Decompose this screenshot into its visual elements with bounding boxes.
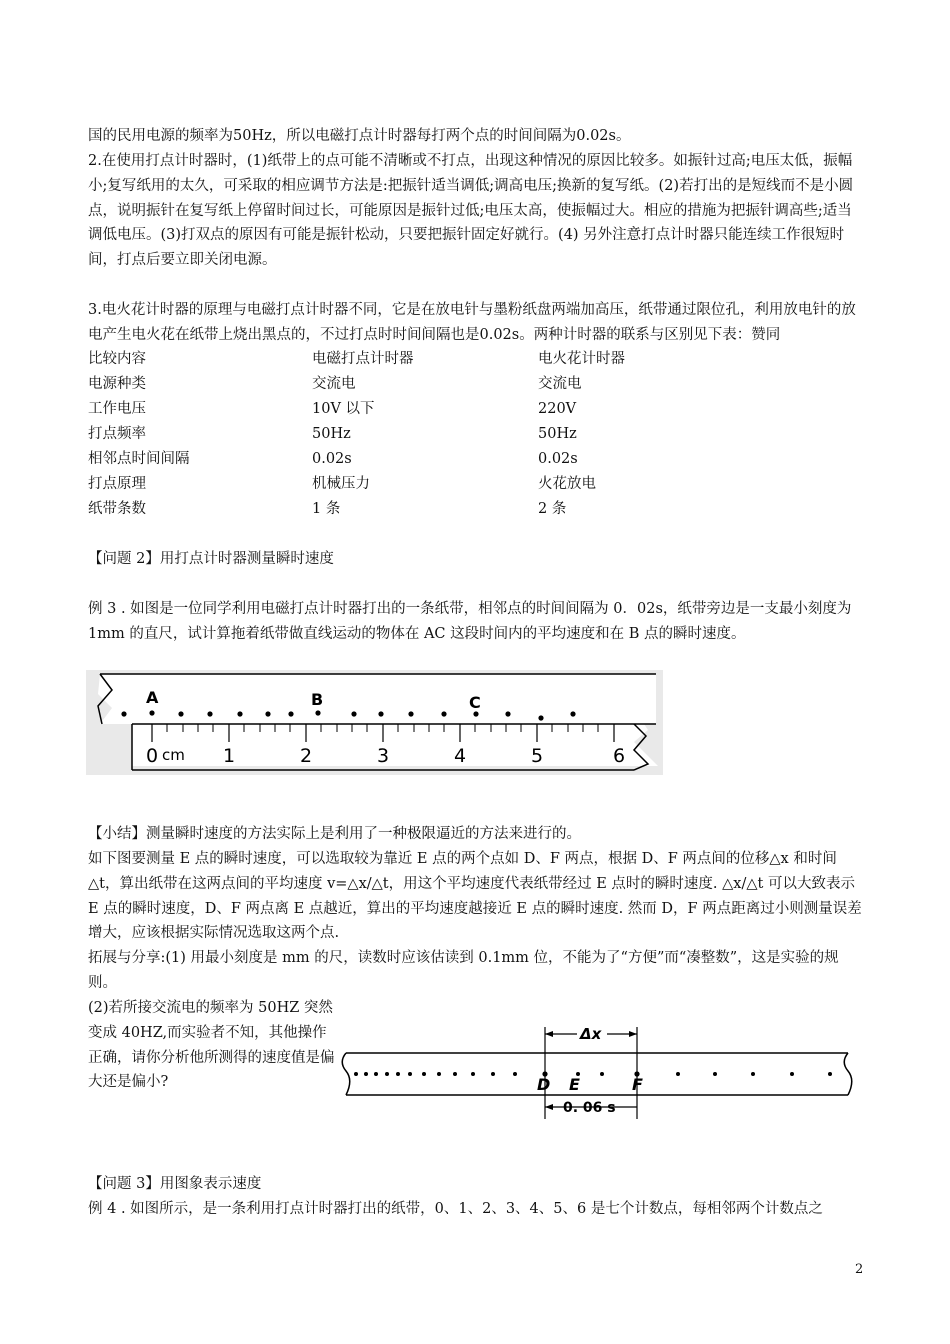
paragraph-instant-velocity: 如下图要测量 E 点的瞬时速度，可以选取较为靠近 E 点的两个点如 D、F 两点，根据 D、F 两点间的位移△x 和时间△t，算出纸带在这两点间的平均速度 v=△x/△t，用这个平均速度代表纸带经过 E 点时的瞬时速度. △x/△t 可以大致表示 E 点的瞬时速度，D、F 两点离 E 点越近，算出的平均速度越接近 E 点的瞬时速度. 然而 D，F 两点距离过小则测量误差增大，应该根据实际情况选取这两个点. <box>88 851 862 942</box>
ruler-tick-label: 5 <box>531 745 544 767</box>
table-cell: 火花放电 <box>538 476 596 492</box>
paragraph-frequency: 国的民用电源的频率为50Hz，所以电磁打点计时器每打两个点的时间间隔为0.02s。 <box>88 128 631 144</box>
table-cell: 电磁打点计时器 <box>312 351 414 367</box>
paragraph-extension: 拓展与分享:(1) 用最小刻度是 mm 的尺，读数时应该估读到 0.1mm 位，不能为了“方便”而“凑整数”，这是实验的规则。 <box>88 950 839 991</box>
paragraph-spark-timer: 3.电火花计时器的原理与电磁打点计时器不同，它是在放电针与墨粉纸盘两端加高压，纸带通过限位孔，利用放电针的放电产生电火花在纸带上烧出黑点的，不过打点时时间间隔也是0.02s。两种计时器的联系与区别见下表：赞同 <box>88 302 856 343</box>
table-cell: 打点原理 <box>88 476 146 492</box>
table-cell: 10V 以下 <box>312 401 375 417</box>
question-2-heading: 【问题 2】用打点计时器测量瞬时速度 <box>88 551 334 567</box>
table-cell: 220V <box>538 401 577 417</box>
table-cell: 打点频率 <box>88 426 146 442</box>
table-row <box>88 472 848 497</box>
table-cell: 0.02s <box>312 451 352 467</box>
ruler-tick-label: 3 <box>377 745 390 767</box>
table-cell: 50Hz <box>312 426 351 442</box>
table-cell: 纸带条数 <box>88 501 146 517</box>
point-label-e: E <box>569 1075 580 1094</box>
table-row <box>88 372 848 397</box>
ruler-tick-label: 6 <box>613 745 626 767</box>
table-row <box>88 397 848 422</box>
ruler-tick-label: 0 <box>146 745 159 767</box>
ruler-tick-label: 1 <box>223 745 236 767</box>
table-row <box>88 347 848 372</box>
paragraph-frequency-question: (2)若所接交流电的频率为 50HZ 突然变成 40HZ,而实验者不知，其他操作正确，请你分析他所测得的速度值是偏大还是偏小? <box>88 1000 335 1091</box>
ruler-tick-label: 2 <box>300 745 313 767</box>
table-cell: 交流电 <box>312 376 356 392</box>
table-row <box>88 447 848 472</box>
point-label-f: F <box>632 1075 643 1094</box>
ruler-tape-figure <box>86 670 663 775</box>
table-cell: 交流电 <box>538 376 582 392</box>
paragraph-usage-notes: 2.在使用打点计时器时，(1)纸带上的点可能不清晰或不打点，出现这种情况的原因比较多。如振针过高;电压太低，振幅小;复写纸用的太久，可采取的相应调节方法是:把振针适当调低;调高电压;换新的复写纸。(2)若打出的是短线而不是小圆点，说明振针在复写纸上停留时间过长，可能原因是振针过低;电压太高，使振幅过大。相应的措施为把振针调高些;适当调低电压。(3)打双点的原因有可能是振针松动，只要把振针固定好就行。(4) 另外注意打点计时器只能连续工作很短时间，打点后要立即关闭电源。 <box>88 153 854 269</box>
example-4-text: 例 4 . 如图所示，是一条利用打点计时器打出的纸带，0、1、2、3、4、5、6 是七个计数点，每相邻两个计数点之 <box>88 1201 823 1217</box>
table-cell: 工作电压 <box>88 401 146 417</box>
table-row <box>88 422 848 447</box>
example-3-text: 例 3 . 如图是一位同学利用电磁打点计时器打出的一条纸带，相邻点的时间间隔为 0．02s，纸带旁边是一支最小刻度为 1mm 的直尺，试计算拖着纸带做直线运动的物体在 AC 这段时间内的平均速度和在 B 点的瞬时速度。 <box>88 601 852 642</box>
point-label-a: A <box>146 688 159 707</box>
page-number: 2 <box>855 1262 864 1277</box>
point-label-c: C <box>469 693 481 712</box>
ruler-tick-label: 4 <box>454 745 467 767</box>
table-cell: 电源种类 <box>88 376 146 392</box>
tape-dots <box>354 1071 832 1076</box>
delta-t-label: 0. 06 s <box>563 1100 616 1116</box>
point-label-d: D <box>537 1075 551 1094</box>
table-cell: 50Hz <box>538 426 577 442</box>
summary-line: 【小结】测量瞬时速度的方法实际上是利用了一种极限逼近的方法来进行的。 <box>88 826 581 842</box>
table-cell: 电火花计时器 <box>538 351 625 367</box>
table-row <box>88 497 848 522</box>
point-label-b: B <box>311 690 324 709</box>
table-cell: 机械压力 <box>312 476 370 492</box>
table-cell: 2 条 <box>538 501 567 517</box>
comparison-table <box>88 347 848 522</box>
table-cell: 相邻点时间间隔 <box>88 451 190 467</box>
delta-x-label: Δx <box>580 1025 602 1043</box>
table-cell: 1 条 <box>312 501 341 517</box>
table-cell: 比较内容 <box>88 351 146 367</box>
ruler-unit-label: cm <box>162 746 185 764</box>
table-cell: 0.02s <box>538 451 578 467</box>
question-3-heading: 【问题 3】用图象表示速度 <box>88 1176 262 1192</box>
def-tape-figure <box>340 1023 860 1123</box>
